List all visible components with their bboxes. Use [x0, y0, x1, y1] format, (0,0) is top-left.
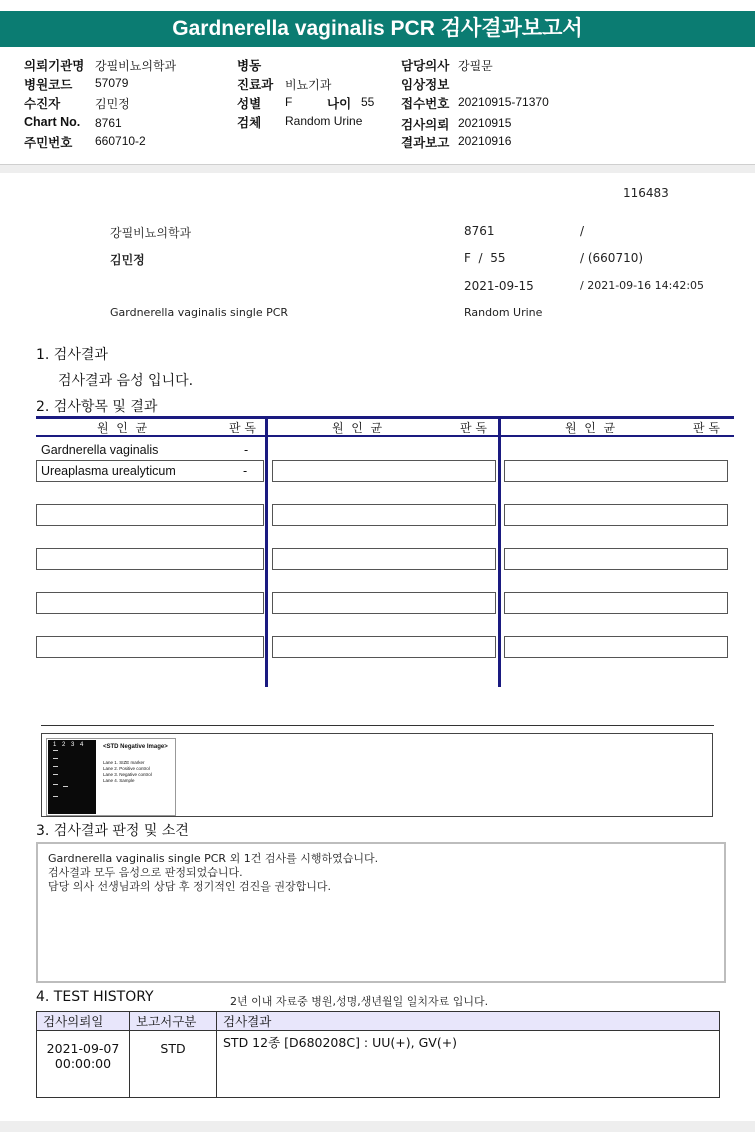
report-hospital: 강필비뇨의학과 [110, 226, 192, 240]
section3-heading: 3. 검사결과 판정 및 소견 [36, 823, 189, 839]
report-specimen: Random Urine [464, 306, 543, 319]
history-time: 00:00:00 [54, 1056, 112, 1071]
table-row [37, 1031, 720, 1098]
footer-bar [0, 1121, 755, 1132]
col2-result-header: 판 독 [460, 421, 487, 435]
pathogen-name: Gardnerella vaginalis [41, 443, 159, 457]
history-note: 2년 이내 자료중 병원,성명,생년월일 일치자료 입니다. [230, 995, 489, 1008]
history-header-row [37, 1012, 720, 1031]
result-cell [504, 460, 728, 482]
patient-value: 김민정 [95, 97, 130, 111]
report-slash: / [580, 224, 585, 238]
opinion-box [36, 842, 726, 983]
report-request-date: 2021-09-15 [464, 279, 534, 293]
report-datetime: / 2021-09-16 14:42:05 [580, 279, 705, 292]
requested-value: 20210915 [458, 116, 512, 130]
result-cell [36, 636, 264, 658]
patient-label: 수진자 [24, 97, 61, 111]
gel-lane4-label: Lane 4. Sample [103, 778, 135, 783]
specimen-label: 검체 [237, 116, 262, 130]
dept-label: 진료과 [237, 78, 274, 92]
doctor-label: 담당의사 [401, 59, 450, 73]
hospital-value: 강필비뇨의학과 [95, 59, 177, 73]
age-label: 나이 [327, 97, 352, 111]
doctor-value: 강필문 [458, 59, 493, 73]
opinion-line-1: Gardnerella vaginalis single PCR 외 1건 검사를 시행하였습니다. [48, 852, 379, 865]
age-value: 55 [361, 95, 375, 109]
requested-label: 검사의뢰 [401, 118, 450, 132]
report-chart: 8761 [464, 224, 495, 238]
col3-result-header: 판 독 [693, 421, 720, 435]
gel-lane1-label: Lane 1. SIZE marker [103, 760, 145, 765]
hospital-label: 의뢰기관명 [24, 59, 85, 73]
pathogen-name: Ureaplasma urealyticum [41, 464, 176, 478]
chart-label: Chart No. [24, 115, 81, 129]
result-cell [36, 592, 264, 614]
clinical-label: 임상정보 [401, 78, 450, 92]
result-cell [272, 460, 496, 482]
col1-pathogen-header: 원 인 균 [97, 421, 148, 435]
patient-info-panel [0, 52, 755, 165]
gel-lane2-label: Lane 2. Positive control [103, 766, 150, 771]
result-cell [272, 636, 496, 658]
code-value: 57079 [95, 76, 129, 90]
report-patient-name: 김민정 [110, 253, 145, 267]
gel-lane-numbers: 1 2 3 4 [53, 742, 86, 748]
dept-value: 비뇨기과 [285, 78, 332, 92]
reported-label: 결과보고 [401, 136, 450, 150]
gel-title: <STD Negative Image> [103, 744, 168, 750]
result-cell [36, 548, 264, 570]
report-number: 116483 [623, 186, 669, 200]
result-cell [504, 504, 728, 526]
result-cell [272, 592, 496, 614]
opinion-line-2: 검사결과 모두 음성으로 판정되었습니다. [48, 866, 243, 879]
pathogen-result: - [244, 443, 249, 457]
reported-value: 20210916 [458, 134, 512, 148]
gel-area-rule [41, 725, 714, 726]
idnum-value: 660710-2 [95, 134, 146, 148]
history-type: STD [130, 1031, 217, 1098]
idnum-label: 주민번호 [24, 136, 73, 150]
history-result: STD 12종 [D680208C] : UU(+), GV(+) [217, 1031, 720, 1098]
code-label: 병원코드 [24, 78, 73, 92]
opinion-line-3: 담당 의사 선생님과의 상담 후 정기적인 검진을 권장합니다. [48, 880, 331, 893]
gel-electrophoresis-image [48, 740, 96, 814]
table-column-divider-1 [265, 416, 268, 687]
result-cell [36, 504, 264, 526]
history-date: 2021-09-07 [46, 1041, 120, 1056]
result-cell [504, 548, 728, 570]
history-table [36, 1011, 720, 1098]
history-date-cell [37, 1031, 130, 1098]
col3-pathogen-header: 원 인 균 [565, 421, 616, 435]
col2-pathogen-header: 원 인 균 [332, 421, 383, 435]
report-sex-age: F / 55 [464, 251, 506, 265]
result-cell [504, 592, 728, 614]
divider-bar [0, 165, 755, 173]
result-cell [272, 548, 496, 570]
receipt-label: 접수번호 [401, 97, 450, 111]
result-cell [36, 460, 264, 482]
history-col-result: 검사결과 [217, 1012, 720, 1031]
section1-heading: 1. 검사결과 [36, 347, 108, 363]
history-col-date: 검사의뢰일 [37, 1012, 130, 1031]
pathogen-result: - [243, 464, 248, 478]
section4-heading: 4. TEST HISTORY [36, 989, 154, 1005]
receipt-value: 20210915-71370 [458, 95, 549, 109]
section2-heading: 2. 검사항목 및 결과 [36, 399, 158, 415]
report-title: Gardnerella vaginalis PCR 검사결과보고서 [0, 11, 755, 47]
report-test-name: Gardnerella vaginalis single PCR [110, 306, 289, 319]
gel-lane3-label: Lane 3. Negative control [103, 772, 152, 777]
result-cell [504, 636, 728, 658]
sex-value: F [285, 95, 293, 109]
history-col-type: 보고서구분 [130, 1012, 217, 1031]
table-column-divider-2 [498, 416, 501, 687]
section1-result-text: 검사결과 음성 입니다. [58, 373, 194, 389]
specimen-value: Random Urine [285, 114, 363, 128]
ward-label: 병동 [237, 59, 262, 73]
col1-result-header: 판 독 [229, 421, 256, 435]
chart-value: 8761 [95, 116, 122, 130]
report-birth: / (660710) [580, 251, 644, 265]
sex-label: 성별 [237, 97, 262, 111]
result-cell [272, 504, 496, 526]
